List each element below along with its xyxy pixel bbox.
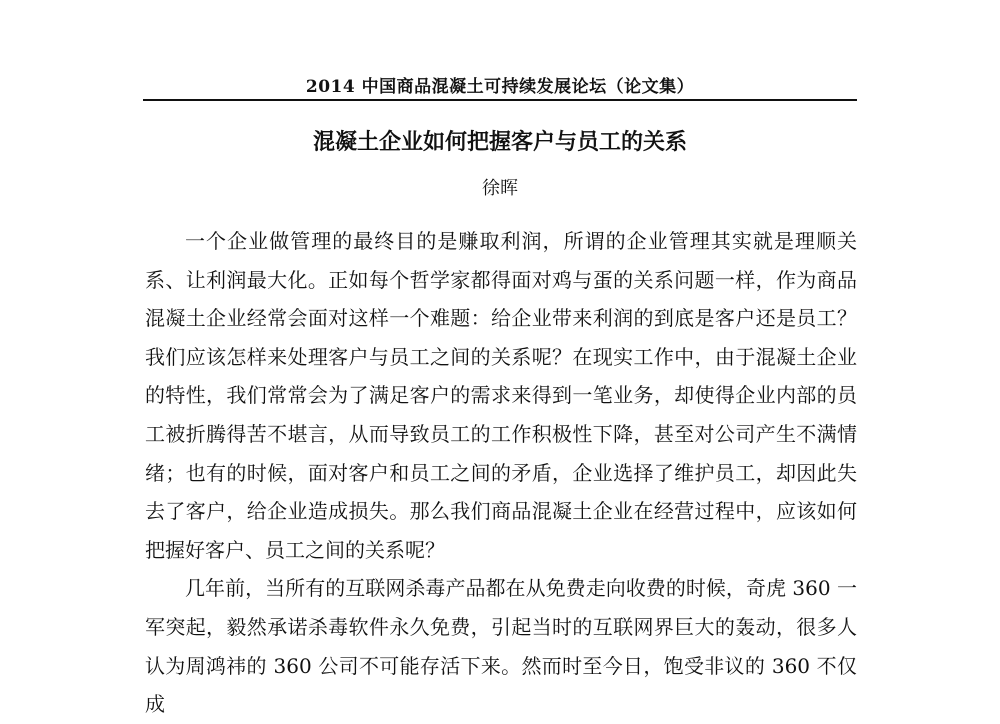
running-header: 2014 中国商品混凝土可持续发展论坛（论文集） <box>305 77 695 97</box>
author-name: 徐晖 <box>482 178 518 199</box>
paragraph: 一个企业做管理的最终目的是赚取利润，所谓的企业管理其实就是理顺关系、让利润最大化。正如每个哲学家都得面对鸡与蛋的关系问题一样，作为商品混凝土企业经常会面对这样一个难题：给企业带来利润的到底是客户还是员工？我们应该怎样来处理客户与员工之间的关系呢？在现实工作中，由于混凝土企业的特性，我们常常会为了满足客户的需求来得到一笔业务，却使得企业内部的员工被折腾得苦不堪言，从而导致员工的工作积极性下降，甚至对公司产生不满情绪；也有的时候，面对客户和员工之间的矛盾，企业选择了维护员工，却因此失去了客户，给企业造成损失。那么我们商品混凝土企业在经营过程中，应该如何把握好客户、员工之间的关系呢？ <box>145 229 857 562</box>
article-title: 混凝土企业如何把握客户与员工的关系 <box>312 130 687 155</box>
header-rule <box>143 99 857 101</box>
paragraph: 几年前，当所有的互联网杀毒产品都在从免费走向收费的时候，奇虎 360 一军突起，毅然承诺杀毒软件永久免费，引起当时的互联网界巨大的轰动，很多人认为周鸿祎的 360 公司不可能存活下来。然而时至今日，饱受非议的 360 不仅成 <box>145 576 857 717</box>
article-body <box>145 222 857 724</box>
